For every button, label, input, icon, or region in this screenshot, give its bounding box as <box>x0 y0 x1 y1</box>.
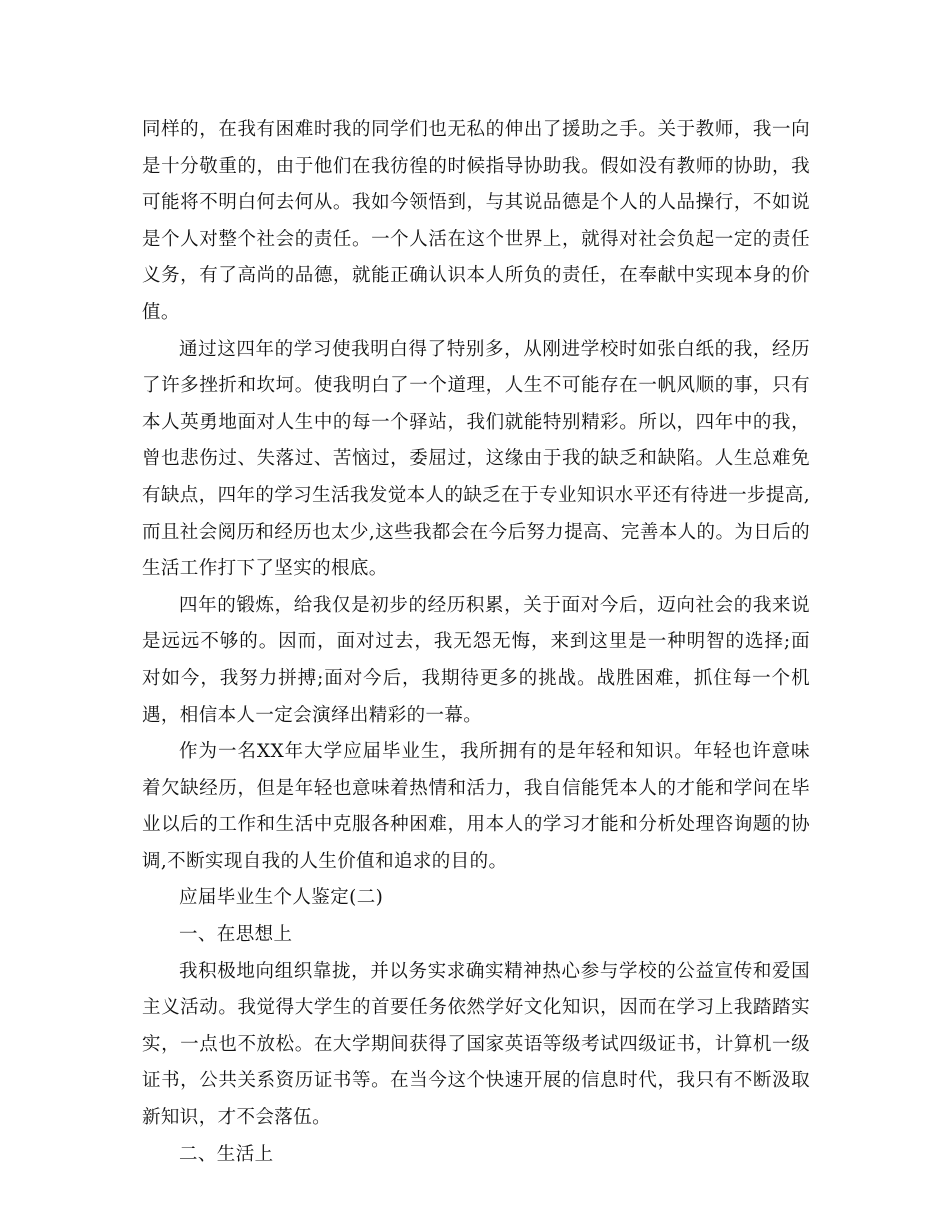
paragraph: 作为一名XX年大学应届毕业生，我所拥有的是年轻和知识。年轻也许意味着欠缺经历，但是年轻也意味着热情和活力，我自信能凭本人的才能和学问在毕业以后的工作和生活中克服各种困难，用本人的学习才能和分析处理咨询题的协调,不断实现自我的人生价值和追求的目的。 <box>142 741 810 872</box>
paragraph: 通过这四年的学习使我明白得了特别多，从刚进学校时如张白纸的我，经历了许多挫折和坎坷。使我明白了一个道理，人生不可能存在一帆风顺的事，只有本人英勇地面对人生中的每一个驿站，我们就能特别精彩。所以，四年中的我，曾也悲伤过、失落过、苦恼过，委屈过，这缘由于我的缺乏和缺陷。人生总难免有缺点，四年的学习生活我发觉本人的缺乏在于专业知识水平还有待进一步提高,而且社会阅历和经历也太少,这些我都会在今后努力提高、完善本人的。为日后的生活工作打下了坚实的根底。 <box>142 338 810 580</box>
document-body <box>142 112 810 1173</box>
subsection-heading: 一、在思想上 <box>179 924 293 946</box>
section-heading: 应届毕业生个人鉴定(二) <box>179 887 384 909</box>
subsection-heading: 二、生活上 <box>179 1143 274 1165</box>
paragraph: 四年的锻炼，给我仅是初步的经历积累，关于面对今后，迈向社会的我来说是远远不够的。因而，面对过去，我无怨无悔，来到这里是一种明智的选择;面对如今，我努力拼搏;面对今后，我期待更多的挑战。战胜困难，抓住每一个机遇，相信本人一定会演绎出精彩的一幕。 <box>142 594 810 726</box>
paragraph: 同样的，在我有困难时我的同学们也无私的伸出了援助之手。关于教师，我一向是十分敬重的，由于他们在我彷徨的时候指导协助我。假如没有教师的协助，我可能将不明白何去何从。我如今领悟到，与其说品德是个人的人品操行，不如说是个人对整个社会的责任。一个人活在这个世界上，就得对社会负起一定的责任义务，有了高尚的品德，就能正确认识本人所负的责任，在奉献中实现本身的价值。 <box>142 119 810 323</box>
paragraph: 我积极地向组织靠拢，并以务实求确实精神热心参与学校的公益宣传和爱国主义活动。我觉得大学生的首要任务依然学好文化知识，因而在学习上我踏踏实实，一点也不放松。在大学期间获得了国家英语等级考试四级证书，计算机一级证书，公共关系资历证书等。在当今这个快速开展的信息时代，我只有不断汲取新知识，才不会落伍。 <box>142 960 810 1129</box>
